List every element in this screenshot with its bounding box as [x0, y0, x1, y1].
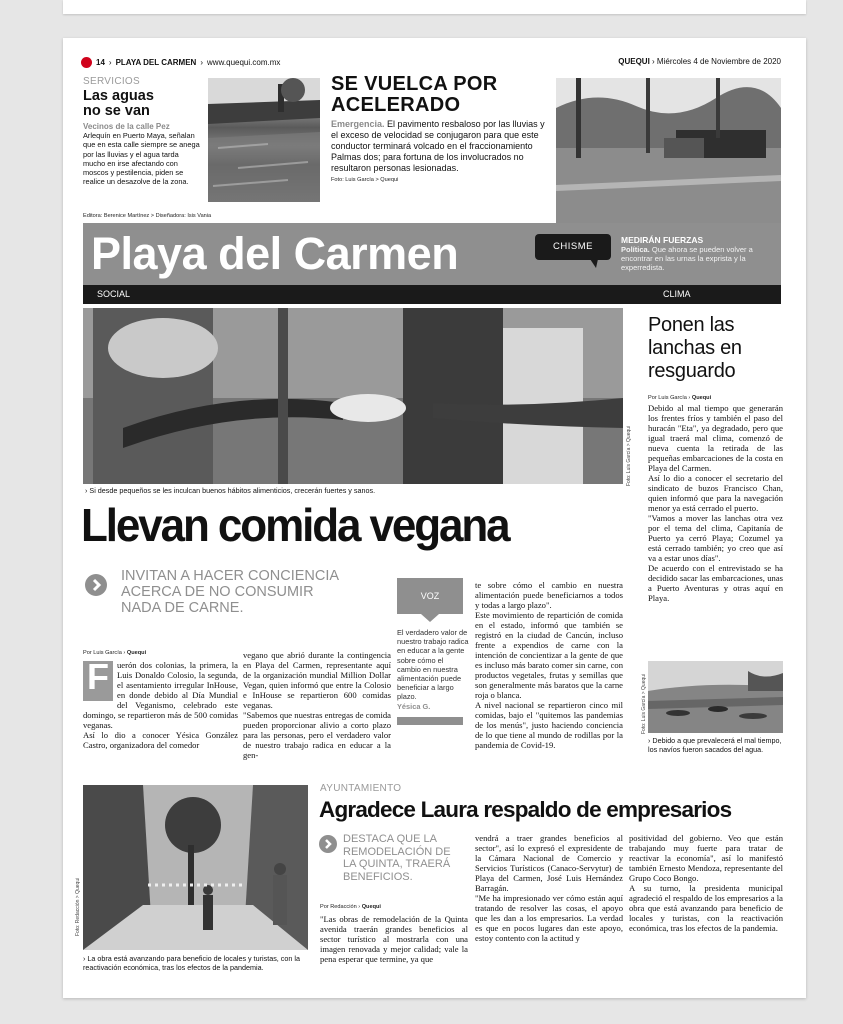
quinta-photo-caption: › La obra está avanzando para beneficio de locales y turistas, con la reactivación económica, tras los efectos de la pandemia.	[83, 954, 300, 972]
circle-arrow-icon	[85, 574, 107, 596]
flood-street-photo	[208, 78, 320, 202]
teaser-kicker: SERVICIOS	[83, 76, 140, 87]
teaser-lead: Vecinos de la calle Pez	[83, 122, 170, 131]
previous-page-edge	[63, 0, 806, 14]
voz-author: Yésica G.	[397, 701, 431, 711]
boats-photo	[648, 661, 783, 733]
main-col-4: te sobre cómo el cambio en nuestra alimentación puede beneficiarnos a todos y todas a largo plazo". Este movimiento de repartición de comida en el estado, informó que también se registró en la ciudad de Cancún, incluso frente a expendios de carne con la intención de concientizar a la gente de que es incluso más barato comer sin carne, con productos vegetales, frutas y semillas que son generalmente más baratos que la carne roja o blanca. A nivel nacional se repartieron cinco mil comidas, bajo el "quitemos las pandemias de los menús", justo haciendo conciencia de lo que tiene al mundo de rodillas por la pandemia de Covid-19.	[475, 580, 623, 750]
boats-photo-caption: › Debido a que prevalecerá el mal tiempo, los navíos fueron sacados del agua.	[648, 736, 782, 754]
caret-icon: ›	[83, 954, 86, 963]
teaser-aguas	[83, 76, 203, 187]
voz-quote: El verdadero valor de nuestro trabajo radica en educar a la gente sobre cómo el cambio en nuestra alimentación puede beneficiar a largo plazo.	[397, 628, 469, 702]
main-col-2: vegano que abrió durante la contingencia en Playa del Carmen, representante aquí de la organización mundial Million Dollar Vegan, quien informó que entre la Colosio e InHouse se repartieron 600 comidas veganas. "Sabemos que nuestras entregas de comida pueden proporcionar alivio a corto plazo para las personas, pero el verdadero valor de nuestro trabajo radica en educar a la gen-	[243, 650, 391, 760]
quinta-avenida-photo	[83, 785, 308, 950]
caret-icon: ›	[648, 736, 651, 745]
clima-body: Debido al mal tiempo que generarán los frentes fríos y también el paso del huracán "Eta", ya degradado, pero que igual traerá mal clima, comenzó de nueva cuenta la retirada de las pequeñas embarcaciones de la costa en Playa del Carmen. Así lo dio a conocer el secretario del sindicato de buzos Francisco Chan, quien informó que para la navegación menor ya está cerrado el puerto. "Vamos a mover las lanchas otra vez por el tema del clima, Capitanía de Puerto ya cerró Playa; Cozumel ya está cerrado también; yo creo que así va a estar unos días". De acuerdo con el entrevistado se ha decidido sacar las embarcaciones, unas a Puerto Aventuras y otras aquí en Playa.	[648, 403, 783, 603]
vegan-food-photo	[83, 308, 623, 484]
laura-col-2: vendrá a traer grandes beneficios al sector", así lo expresó el expresidente de la Cámara Nacional de Comercio y Servicios Turísticos (Canaco-Servytur) de Playa del Carmen, José Luis Hernández Barragán. "Me ha impresionado ver cómo están aquí tratando de resolver las cosas, el apoyo que les dan a los empresarios. La verdad es que en pocos lugares dan este apoyo, estoy contento con la actitud y	[475, 833, 623, 943]
laura-byline: Por Redacción › Quequi	[320, 904, 381, 910]
section-clima: CLIMA	[663, 289, 691, 299]
laura-col-3: positividad del gobierno. Veo que están trabajando muy fuerte para tratar de reactivar la economía", así lo manifestó también Ernesto Mendoza, representante del Grupo Coco Bongo. A su turno, la presidenta municipal agradeció el respaldo de los empresarios a la obra que está avanzando para beneficio de locales y turistas, con la reactivación económica, tras los efectos de la pandemia.	[629, 833, 783, 933]
boats-photo-credit: Foto: Luis García > Quequi	[641, 673, 647, 734]
section-social: SOCIAL	[97, 289, 131, 299]
main-photo-credit: Foto: Luis García > Quequi	[626, 425, 632, 486]
caret-icon: ›	[85, 486, 88, 495]
page-number: 14	[96, 58, 105, 67]
laura-kicker: AYUNTAMIENTO	[320, 783, 402, 794]
teaser-vuelca-headline: SE VUELCA POR ACELERADO	[331, 73, 498, 116]
clima-headline: Ponen las lanchas en resguardo	[648, 314, 742, 382]
main-deck: INVITAN A HACER CONCIENCIA ACERCA DE NO CONSUMIR NADA DE CARNE.	[85, 568, 395, 616]
folio-section: PLAYA DEL CARMEN	[115, 58, 197, 67]
main-headline: Llevan comida vegana	[81, 500, 509, 552]
teaser-vuelca-body: Emergencia. El pavimento resbaloso por las lluvias y el exceso de velocidad se conjugaron para que este conductor terminará volcado en el fraccionamiento Palmas dos; para fortuna de los involucrados no resultaron personas lesionadas.	[331, 119, 545, 173]
folio: 14 › PLAYA DEL CARMEN › www.quequi.com.mx QUEQUI › Miércoles 4 de Noviembre de 2020	[81, 55, 781, 69]
quequi-logo-icon	[81, 57, 92, 68]
section-bar	[83, 285, 781, 304]
folio-date: Miércoles 4 de Noviembre de 2020	[656, 57, 781, 66]
teaser-headline: Las aguas no se van	[83, 88, 154, 119]
main-col-1: F uerón dos colonias, la primera, la Luis Donaldo Colosio, la segunda, el asentamiento irregular InHouse, en donde debido al Día Mundial del Veganismo, celebrado este domingo, se repartieron más de 500 comidas veganas. Así lo dio a conocer Yésica González Castro, organizadora del comedor	[83, 656, 238, 750]
overturned-car-photo	[556, 78, 781, 223]
main-byline: Por Luis García › Quequi	[83, 650, 147, 656]
circle-arrow-icon	[319, 835, 337, 853]
chisme-badge: CHISME	[535, 234, 611, 260]
laura-deck: DESTACA QUE LA REMODELACIÓN DE LA QUINTA, TRAERÁ BENEFICIOS.	[319, 833, 469, 883]
voz-badge: VOZ	[397, 578, 463, 614]
laura-col-1: "Las obras de remodelación de la Quinta avenida traerán grandes beneficios al sector turístico al mostrarla con una imagen renovada y mejor calidad; vale la pena esperar que termine, ya que	[320, 914, 468, 964]
newspaper-page	[63, 38, 806, 998]
clima-byline: Por Luis García › Quequi	[648, 395, 712, 401]
folio-brand: QUEQUI	[618, 57, 650, 66]
section-banner	[83, 223, 781, 285]
teaser-body: Arlequín en Puerto Maya, señalan que en esta calle siempre se anega por las lluvias y el agua tarda mucho en irse afectando con moscos y pestilencia, piden se realice un desazolve de la zona.	[83, 131, 200, 187]
main-photo-caption: › Si desde pequeños se les inculcan buenos hábitos alimenticios, crecerán fuertes y sanos.	[85, 486, 376, 495]
dropcap: F	[83, 661, 113, 701]
teaser-vuelca-credit: Foto: Luis García > Quequi	[331, 177, 399, 183]
teaser-vuelca	[331, 74, 551, 183]
voz-quote-box	[397, 578, 469, 725]
editors-credit: Editora: Berenice Martínez > Diseñadora: Isis Vania	[83, 213, 212, 219]
quinta-photo-credit: Foto: Redacción > Quequi	[75, 877, 81, 936]
clima-story	[648, 314, 783, 603]
chisme-item: MEDIRÁN FUERZAS Política. Que ahora se pueden volver a encontrar en las urnas la exprista y la experredista.	[621, 235, 753, 272]
banner-title: Playa del Carmen	[91, 228, 459, 279]
laura-headline: Agradece Laura respaldo de empresarios	[319, 797, 732, 822]
folio-website: www.quequi.com.mx	[207, 58, 281, 67]
